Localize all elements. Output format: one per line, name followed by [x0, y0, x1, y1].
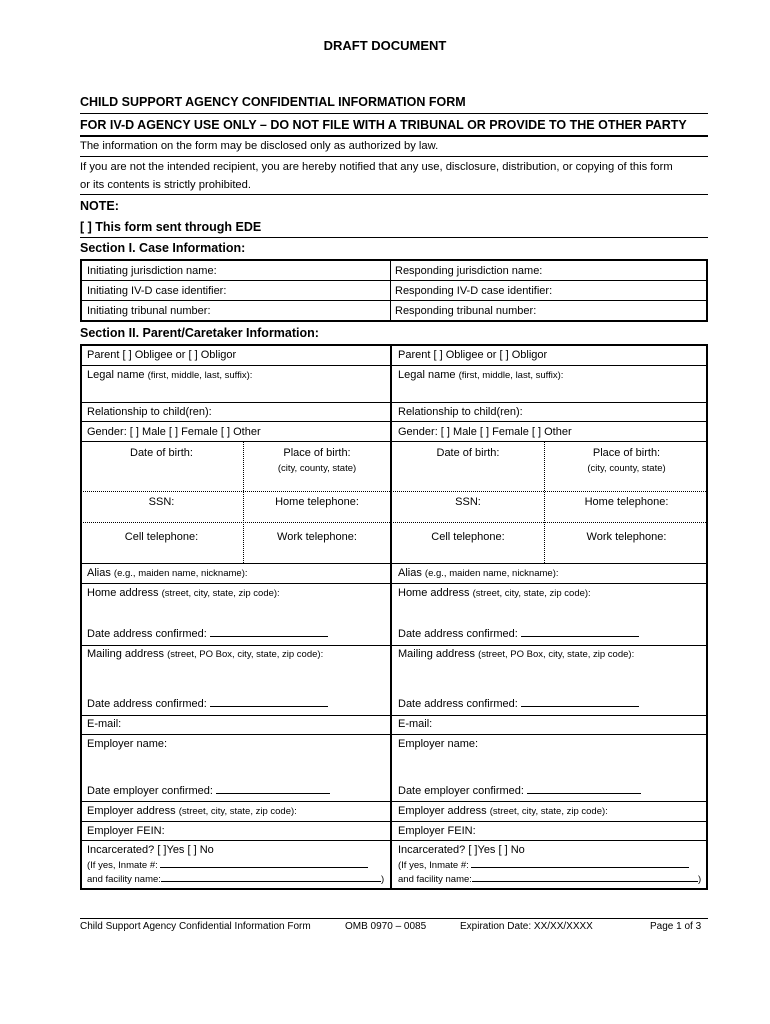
disclosure-text: The information on the form may be disclosed only as authorized by law.	[80, 140, 439, 152]
footer-divider	[80, 918, 708, 919]
left-incarcerated-field[interactable]: Incarcerated? [ ]Yes [ ] No	[87, 844, 214, 856]
note-label: NOTE:	[80, 199, 119, 213]
form-title: CHILD SUPPORT AGENCY CONFIDENTIAL INFORMATION FORM	[80, 95, 466, 109]
left-inmate-field[interactable]: (If yes, Inmate #:	[87, 860, 368, 871]
right-mailing-address-field[interactable]: Mailing address (street, PO Box, city, state, zip code):	[398, 648, 635, 660]
initiating-jurisdiction-field[interactable]: Initiating jurisdiction name:	[87, 265, 217, 277]
right-cell-tel-field[interactable]: Cell telephone:	[431, 531, 505, 543]
right-employer-fein-field[interactable]: Employer FEIN:	[398, 825, 476, 837]
divider	[80, 156, 708, 157]
right-home-tel-field[interactable]: Home telephone:	[584, 496, 669, 508]
notice-text-line1: If you are not the intended recipient, you are hereby notified that any use, disclosure, distribution, or copying of this form	[80, 161, 673, 173]
left-cell-tel-field[interactable]: Cell telephone:	[124, 531, 199, 543]
right-pob-field[interactable]: Place of birth:	[592, 447, 661, 459]
left-mailing-address-date[interactable]: Date address confirmed:	[87, 698, 328, 710]
left-home-address-field[interactable]: Home address (street, city, state, zip code):	[87, 587, 280, 599]
initiating-case-field[interactable]: Initiating IV-D case identifier:	[87, 285, 227, 297]
divider	[80, 113, 708, 114]
left-relationship-field[interactable]: Relationship to child(ren):	[87, 406, 212, 418]
notice-text-line2: or its contents is strictly prohibited.	[80, 179, 251, 191]
right-incarcerated-field[interactable]: Incarcerated? [ ]Yes [ ] No	[398, 844, 525, 856]
right-home-address-field[interactable]: Home address (street, city, state, zip code):	[398, 587, 591, 599]
right-inmate-field[interactable]: (If yes, Inmate #:	[398, 860, 689, 871]
left-facility-field[interactable]: and facility name: )	[87, 874, 385, 885]
right-work-tel-field[interactable]: Work telephone:	[586, 531, 667, 543]
right-mailing-address-date[interactable]: Date address confirmed:	[398, 698, 639, 710]
responding-case-field[interactable]: Responding IV-D case identifier:	[395, 285, 553, 297]
footer-page-number: Page 1 of 3	[650, 921, 702, 932]
left-employer-address-field[interactable]: Employer address (street, city, state, zip code):	[87, 805, 297, 817]
right-facility-field[interactable]: and facility name: )	[398, 874, 702, 885]
left-employer-name-field[interactable]: Employer name:	[87, 738, 168, 750]
left-email-field[interactable]: E-mail:	[87, 718, 122, 730]
left-ssn-field[interactable]: SSN:	[148, 496, 175, 508]
right-pob-hint: (city, county, state)	[587, 463, 666, 474]
left-employer-fein-field[interactable]: Employer FEIN:	[87, 825, 165, 837]
left-mailing-address-field[interactable]: Mailing address (street, PO Box, city, state, zip code):	[87, 648, 324, 660]
footer-expiration: Expiration Date: XX/XX/XXXX	[460, 921, 593, 932]
right-alias-field[interactable]: Alias (e.g., maiden name, nickname):	[398, 567, 559, 579]
footer-form-name: Child Support Agency Confidential Information Form	[80, 921, 311, 932]
right-employer-name-field[interactable]: Employer name:	[398, 738, 479, 750]
form-subtitle: FOR IV-D AGENCY USE ONLY – DO NOT FILE WITH A TRIBUNAL OR PROVIDE TO THE OTHER PARTY	[80, 118, 687, 132]
right-legal-name-field[interactable]: Legal name (first, middle, last, suffix):	[398, 369, 564, 381]
left-dob-field[interactable]: Date of birth:	[130, 447, 193, 459]
ede-checkbox-line[interactable]: [ ] This form sent through EDE	[80, 220, 262, 234]
right-email-field[interactable]: E-mail:	[398, 718, 433, 730]
right-gender-field[interactable]: Gender: [ ] Male [ ] Female [ ] Other	[398, 426, 572, 438]
left-gender-field[interactable]: Gender: [ ] Male [ ] Female [ ] Other	[87, 426, 261, 438]
left-parent-role[interactable]: Parent [ ] Obligee or [ ] Obligor	[87, 349, 237, 361]
footer-omb: OMB 0970 – 0085	[345, 921, 427, 932]
left-home-tel-field[interactable]: Home telephone:	[275, 496, 359, 508]
left-legal-name-field[interactable]: Legal name (first, middle, last, suffix):	[87, 369, 253, 381]
right-employer-date[interactable]: Date employer confirmed:	[398, 785, 641, 797]
right-dob-field[interactable]: Date of birth:	[436, 447, 500, 459]
section2-heading: Section II. Parent/Caretaker Information:	[80, 326, 319, 340]
draft-heading: DRAFT DOCUMENT	[323, 38, 447, 53]
divider	[80, 194, 708, 195]
left-pob-field[interactable]: Place of birth:	[283, 447, 351, 459]
left-pob-hint: (city, county, state)	[277, 463, 357, 474]
left-employer-date[interactable]: Date employer confirmed:	[87, 785, 330, 797]
responding-tribunal-field[interactable]: Responding tribunal number:	[395, 305, 537, 317]
responding-jurisdiction-field[interactable]: Responding jurisdiction name:	[395, 265, 543, 277]
divider	[80, 135, 708, 137]
right-employer-address-field[interactable]: Employer address (street, city, state, zip code):	[398, 805, 608, 817]
right-parent-role[interactable]: Parent [ ] Obligee or [ ] Obligor	[398, 349, 548, 361]
section1-heading: Section I. Case Information:	[80, 241, 246, 255]
right-relationship-field[interactable]: Relationship to child(ren):	[398, 406, 523, 418]
left-home-address-date[interactable]: Date address confirmed:	[87, 628, 328, 640]
left-alias-field[interactable]: Alias (e.g., maiden name, nickname):	[87, 567, 248, 579]
left-work-tel-field[interactable]: Work telephone:	[277, 531, 357, 543]
right-home-address-date[interactable]: Date address confirmed:	[398, 628, 639, 640]
right-ssn-field[interactable]: SSN:	[455, 496, 481, 508]
divider	[80, 237, 708, 238]
initiating-tribunal-field[interactable]: Initiating tribunal number:	[87, 305, 211, 317]
